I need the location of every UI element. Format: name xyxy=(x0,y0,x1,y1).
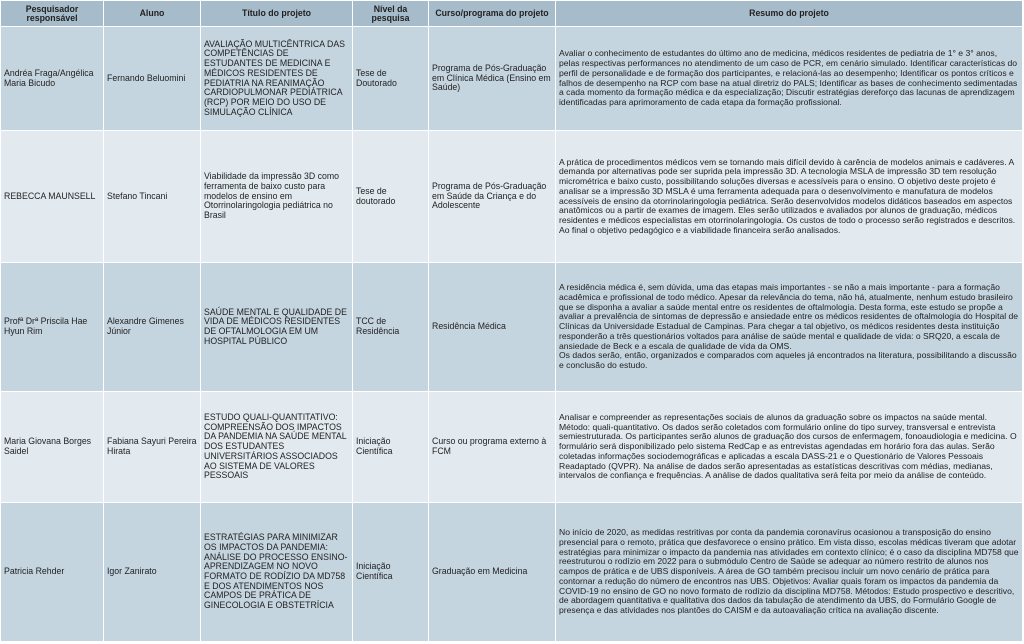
resumo-paragraph: A residência médica é, sem dúvida, uma das etapas mais importantes - se não a mais importante - para a formação acadêmica e profissional de todo médico. Apesar da relevância do tema, não há, atualmente, nenhum estudo brasileiro que se disponha a avaliar a saúde mental entre os residentes de oftalmologia. Desta forma, este estudo se propõe a avaliar a prevalência de sintomas de depressão e ansiedade entre os médicos residentes de oftalmologia do Hospital de Clínicas da Universidade Estadual de Campinas. Para chegar a tal objetivo, os médicos residentes desta instituição responderão a três questionários voltados para análise de saúde mental e qualidade de vida: o SRQ20, a escala de ansiedade de Beck e a escala de qualidade de vida da OMS. xyxy=(559,282,1019,351)
cell-pesquisador: Maria Giovana Borges Saidel xyxy=(1,392,104,503)
cell-curso: Programa de Pós-Graduação em Saúde da Criança e do Adolescente xyxy=(429,131,556,263)
cell-aluno: Alexandre Gimenes Júnior xyxy=(104,263,201,392)
table-row xyxy=(1,503,1023,642)
cell-curso: Residência Médica xyxy=(429,263,556,392)
cell-curso: Graduação em Medicina xyxy=(429,503,556,642)
cell-titulo: SAÚDE MENTAL E QUALIDADE DE VIDA DE MÉDICOS RESIDENTES DE OFTALMOLOGIA EM UM HOSPITAL PÚBLICO xyxy=(201,263,353,392)
cell-aluno: Igor Zanirato xyxy=(104,503,201,642)
cell-nivel: Iniciação Científica xyxy=(353,503,429,642)
cell-aluno: Fabiana Sayuri Pereira Hirata xyxy=(104,392,201,503)
cell-curso: Programa de Pós-Graduação em Clínica Médica (Ensino em Saúde) xyxy=(429,27,556,131)
cell-nivel: TCC de Residência xyxy=(353,263,429,392)
cell-curso: Curso ou programa externo à FCM xyxy=(429,392,556,503)
cell-resumo xyxy=(556,27,1023,131)
header-curso: Curso/programa do projeto xyxy=(429,1,556,27)
resumo-paragraph: Analisar e compreender as representações sociais de alunos da graduação sobre os impactos na saúde mental. Método: quali-quantitativo. Os dados serão coletados com formulário online do tipo survey, transversal e entrevista semiestruturada. Os participantes serão alunos de graduação dos cursos de enfermagem, fonoaudiologia e medicina. O formulário será disponibilizado pelo sistema RedCap e as entrevistas agendadas em horário fora das aulas. Serão coletadas informações sociodemográficas e aplicadas a escala DASS-21 e o Questionário de Valores Pessoais Readaptado (QVPR). Na análise de dados serão apresentadas as estatísticas descritivas com médias, medianas, intervalos de confiança e frequências. A análise de dados qualitativa será feita por meio da análise de conteúdo. xyxy=(559,412,1017,481)
resumo-paragraph: A prática de procedimentos médicos vem se tornando mais difícil devido à carência de modelos animais e cadáveres. A demanda por alternativas pode ser suprida pela impressão 3D. A tecnologia MSLA de impressão 3D tem resolução micrométrica e baixo custo, possibilitando soluções diversas e acessíveis para o ensino. O objetivo deste projeto é analisar se a impressão 3D MSLA é uma ferramenta adequada para o desenvolvimento e manufatura de modelos acessíveis de ensino da otorrinolaringologia pediátrica. Serão desenvolvidos modelos didáticos baseados em aspectos anatômicos ou a partir de exames de imagem. Eles serão utilizados e avaliados por alunos de graduação, médicos residentes e médicos especialistas em otorrinolaringologia. Os custos de todo o processo serão registrados e descritos. Ao final o objetivo pedagógico e a viabilidade financeira serão analisados. xyxy=(559,156,1016,235)
cell-resumo xyxy=(556,263,1023,392)
resumo-paragraph: Avaliar o conhecimento de estudantes do último ano de medicina, médicos residentes de pediatria de 1° e 3° anos, pelas respectivas performances no atendimento de um caso de PCR, em cenário simulado. Identificar características do perfil de personalidade e de formação dos participantes, e relacioná-las ao desempenho; Identificar os pontos críticos e falhos de desempenho na RCP com base na atual diretriz do PALS; Identificar as bases de conhecimento sedimentadas a cada momento da formação médica e da especialização; Discutir estratégias dereforço das lacunas de aprendizagem identificadas para aprimoramento de cada etapa da formação profissional. xyxy=(559,48,1018,107)
cell-titulo: ESTRATÉGIAS PARA MINIMIZAR OS IMPACTOS DA PANDEMIA: ANÁLISE DO PROCESSO ENSINO-APRENDIZAGEM NO NOVO FORMATO DE RODÍZIO DA MD758 E DOS ATENDIMENTOS NOS CAMPOS DE PRÁTICA DE GINECOLOGIA E OBSTETRÍCIA xyxy=(201,503,353,642)
cell-resumo xyxy=(556,131,1023,263)
cell-aluno: Stefano Tincani xyxy=(104,131,201,263)
cell-titulo: ESTUDO QUALI-QUANTITATIVO: COMPREENSÃO DOS IMPACTOS DA PANDEMIA NA SAÚDE MENTAL DOS ESTUDANTES UNIVERSITÁRIOS ASSOCIADOS AO SISTEMA DE VALORES PESSOAIS xyxy=(201,392,353,503)
table-row xyxy=(1,131,1023,263)
header-pesquisador: Pesquisador responsável xyxy=(1,1,104,27)
resumo-paragraph: No início de 2020, as medidas restritivas por conta da pandemia coronavírus ocasionou a transposição do ensino presencial para o remoto, prática que desfavorece o ensino prático. Em vista disso, escolas médicas tiveram que adotar estratégias para minimizar o impacto da pandemia nas atividades em contexto clínico; é o caso da disciplina MD758 que reestruturou o rodízio em 2022 para o submódulo Centro de Saúde se adequar ao número restrito de alunos nos campos de prática e de UBS disponíveis. A área de GO também precisou incluir um novo cenário de prática para contornar a redução do número de encontros nas UBS. Objetivos: Avaliar quais foram os impactos da pandemia da COVID-19 no ensino de GO no novo formato de rodízio da disciplina MD758. Métodos: Estudo prospectivo e descritivo, de abordagem quantitativa e qualitativa dos dados da tabulação de atendimento da UBS, do Formulário Google de presença e das atividades nos plantões do CAISM e da autoavaliação crítica na avaliação discente. xyxy=(559,527,1019,615)
header-resumo: Resumo do projeto xyxy=(556,1,1023,27)
cell-titulo: Viabilidade da impressão 3D como ferramenta de baixo custo para modelos de ensino em Otorrinolaringologia pediátrica no Brasil xyxy=(201,131,353,263)
header-titulo: Título do projeto xyxy=(201,1,353,27)
resumo-paragraph: Os dados serão, então, organizados e comparados com aqueles já encontrados na literatura, possibilitando a discussão e conclusão do estudo. xyxy=(559,350,1017,370)
cell-pesquisador: Profª Drª Priscila Hae Hyun Rim xyxy=(1,263,104,392)
cell-nivel: Iniciação Científica xyxy=(353,392,429,503)
header-aluno: Aluno xyxy=(104,1,201,27)
header-row xyxy=(1,1,1023,27)
cell-pesquisador: Andréa Fraga/Angélica Maria Bicudo xyxy=(1,27,104,131)
cell-aluno: Fernando Beluomini xyxy=(104,27,201,131)
header-nivel: Nível da pesquisa xyxy=(353,1,429,27)
cell-resumo xyxy=(556,392,1023,503)
table-row xyxy=(1,27,1023,131)
cell-pesquisador: Patricia Rehder xyxy=(1,503,104,642)
cell-nivel: Tese de doutorado xyxy=(353,131,429,263)
table-row xyxy=(1,392,1023,503)
cell-pesquisador: REBECCA MAUNSELL xyxy=(1,131,104,263)
cell-titulo: AVALIAÇÃO MULTICÊNTRICA DAS COMPETÊNCIAS DE ESTUDANTES DE MEDICINA E MÉDICOS RESIDENTES DE PEDIATRIA NA REANIMAÇÃO CARDIOPULMONAR PEDIÁTRICA (RCP) POR MEIO DO USO DE SIMULAÇÃO CLÍNICA xyxy=(201,27,353,131)
cell-nivel: Tese de Doutorado xyxy=(353,27,429,131)
cell-resumo xyxy=(556,503,1023,642)
table-row xyxy=(1,263,1023,392)
